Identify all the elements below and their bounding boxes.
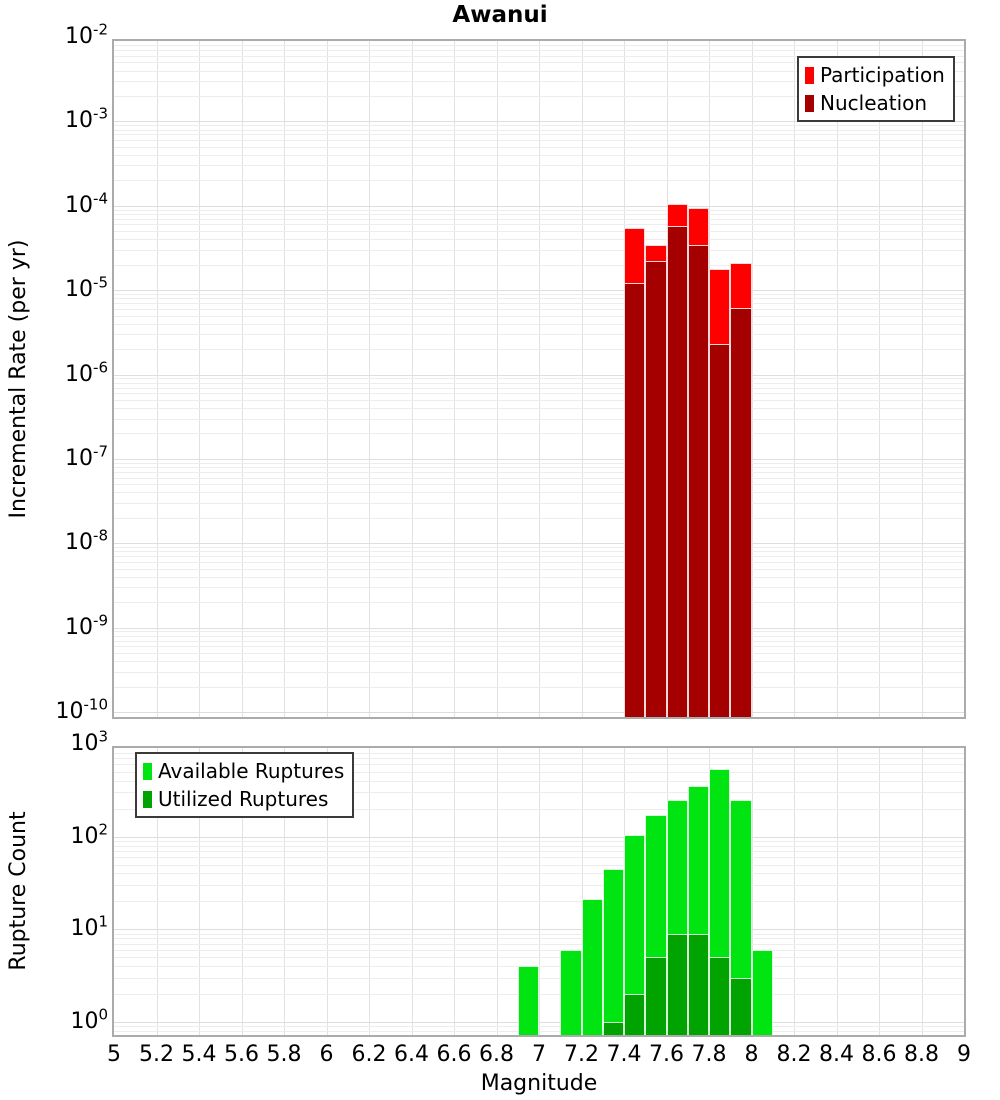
gridline-minor xyxy=(114,210,964,211)
gridline-minor xyxy=(114,503,964,504)
gridline-minor xyxy=(114,661,964,662)
gridline-minor xyxy=(114,978,964,979)
gridline-minor xyxy=(114,239,964,240)
gridline-minor xyxy=(114,556,964,557)
gridline-minor xyxy=(114,419,964,420)
count-legend xyxy=(135,752,354,818)
gridline-minor xyxy=(114,562,964,563)
gridline-minor xyxy=(114,547,964,548)
y-tick-label: $10^{-8}$ xyxy=(65,526,108,556)
gridline-vertical xyxy=(837,748,838,1035)
available-ruptures-bar xyxy=(582,899,603,1035)
gridline-minor xyxy=(114,944,964,945)
gridline-minor xyxy=(114,851,964,852)
gridline-vertical xyxy=(794,748,795,1035)
gridline-minor xyxy=(114,393,964,394)
gridline-minor xyxy=(114,324,964,325)
available-ruptures-swatch-icon xyxy=(143,763,152,780)
utilized-ruptures-bar xyxy=(709,957,730,1035)
x-tick-label: 8.8 xyxy=(904,1042,939,1067)
rate-legend xyxy=(797,56,955,122)
gridline-minor xyxy=(114,433,964,434)
gridline-minor xyxy=(114,551,964,552)
rate-axis-label: Incremental Rate (per yr) xyxy=(6,239,31,519)
gridline-minor xyxy=(114,646,964,647)
utilized-ruptures-bar xyxy=(645,957,666,1035)
gridline-minor xyxy=(114,472,964,473)
gridline-vertical xyxy=(497,748,498,1035)
gridline-vertical xyxy=(879,748,880,1035)
x-tick-label: 8.6 xyxy=(861,1042,897,1067)
gridline-decade xyxy=(114,459,964,460)
x-tick-label: 7.2 xyxy=(564,1042,599,1067)
gridline-minor xyxy=(114,155,964,156)
gridline-minor xyxy=(114,938,964,939)
x-tick-label: 7.6 xyxy=(649,1042,684,1067)
nucleation-bar xyxy=(709,344,730,717)
x-tick-label: 9 xyxy=(957,1042,971,1067)
gridline-minor xyxy=(114,569,964,570)
gridline-minor xyxy=(114,130,964,131)
gridline-minor xyxy=(114,303,964,304)
gridline-minor xyxy=(114,492,964,493)
magnitude-axis-label: Magnitude xyxy=(480,1071,598,1096)
available-ruptures-bar xyxy=(518,966,539,1035)
gridline-minor xyxy=(114,388,964,389)
gridline-minor xyxy=(114,224,964,225)
gridline-minor xyxy=(114,873,964,874)
gridline-minor xyxy=(114,587,964,588)
x-tick-label: 5.4 xyxy=(181,1042,217,1067)
gridline-minor xyxy=(114,265,964,266)
gridline-minor xyxy=(114,349,964,350)
gridline-minor xyxy=(114,1031,964,1032)
utilized-ruptures-bar xyxy=(688,934,709,1035)
y-tick-label: $10^3$ xyxy=(70,727,108,756)
gridline-minor xyxy=(114,478,964,479)
gridline-minor xyxy=(114,214,964,215)
gridline-minor xyxy=(114,994,964,995)
gridline-minor xyxy=(114,125,964,126)
gridline-minor xyxy=(114,1026,964,1027)
gridline-decade xyxy=(114,375,964,376)
y-tick-label: $10^0$ xyxy=(70,1005,108,1034)
gridline-minor xyxy=(114,378,964,379)
gridline-minor xyxy=(114,298,964,299)
gridline-minor xyxy=(114,45,964,46)
utilized-ruptures-bar xyxy=(667,934,688,1035)
nucleation-bar xyxy=(645,261,666,717)
gridline-minor xyxy=(114,672,964,673)
available-ruptures-legend-label: Available Ruptures xyxy=(158,759,345,783)
gridline-minor xyxy=(114,231,964,232)
gridline-minor xyxy=(114,334,964,335)
x-tick-label: 5.6 xyxy=(224,1042,259,1067)
nucleation-bar xyxy=(624,283,645,717)
gridline-minor xyxy=(114,484,964,485)
nucleation-bar xyxy=(667,226,688,717)
nucleation-swatch-icon xyxy=(805,95,814,112)
x-tick-label: 5.8 xyxy=(266,1042,302,1067)
gridline-minor xyxy=(114,636,964,637)
gridline-minor xyxy=(114,934,964,935)
nucleation-legend-label: Nucleation xyxy=(820,91,928,115)
chart-title: Awanui xyxy=(452,2,548,28)
utilized-ruptures-bar xyxy=(603,1022,624,1035)
gridline-vertical xyxy=(412,748,413,1035)
gridline-minor xyxy=(114,134,964,135)
gridline-minor xyxy=(114,602,964,603)
x-tick-label: 8.2 xyxy=(776,1042,812,1067)
participation-swatch-icon xyxy=(805,67,814,84)
gridline-decade xyxy=(114,712,964,713)
utilized-ruptures-swatch-icon xyxy=(143,791,152,808)
available-ruptures-bar xyxy=(752,950,773,1035)
gridline-minor xyxy=(114,687,964,688)
y-tick-label: $10^{-4}$ xyxy=(65,189,108,218)
utilized-ruptures-bar xyxy=(624,994,645,1035)
gridline-minor xyxy=(114,165,964,166)
x-tick-label: 7.8 xyxy=(691,1042,727,1067)
nucleation-bar xyxy=(730,308,751,717)
x-tick-label: 6 xyxy=(319,1042,334,1067)
x-tick-label: 5 xyxy=(107,1042,121,1067)
gridline-vertical xyxy=(369,748,370,1035)
x-tick-label: 6.8 xyxy=(479,1042,514,1067)
y-tick-label: $10^{-10}$ xyxy=(55,695,108,724)
legend-item-nucleation xyxy=(805,89,945,117)
gridline-minor xyxy=(114,219,964,220)
gridline-decade xyxy=(114,543,964,544)
gridline-minor xyxy=(114,250,964,251)
gridline-minor xyxy=(114,857,964,858)
x-tick-label: 6.4 xyxy=(394,1042,429,1067)
utilized-ruptures-bar xyxy=(730,978,751,1035)
gridline-minor xyxy=(114,846,964,847)
gridline-minor xyxy=(114,841,964,842)
y-tick-label: $10^{-2}$ xyxy=(65,20,108,49)
gridline-minor xyxy=(114,316,964,317)
gridline-minor xyxy=(114,865,964,866)
gridline-minor xyxy=(114,309,964,310)
gridline-vertical xyxy=(922,748,923,1035)
gridline-minor xyxy=(114,50,964,51)
y-tick-label: $10^{-5}$ xyxy=(65,273,108,303)
gridline-minor xyxy=(114,140,964,141)
gridline-minor xyxy=(114,653,964,654)
gridline-decade xyxy=(114,628,964,629)
x-tick-label: 8 xyxy=(744,1042,759,1067)
gridline-minor xyxy=(114,631,964,632)
available-ruptures-bar xyxy=(603,869,624,1035)
gridline-decade xyxy=(114,1022,964,1023)
gridline-minor xyxy=(114,294,964,295)
y-tick-label: $10^{-9}$ xyxy=(65,611,108,640)
y-tick-label: $10^{-7}$ xyxy=(65,442,108,471)
gridline-minor xyxy=(114,577,964,578)
gridline-vertical xyxy=(454,748,455,1035)
participation-legend-label: Participation xyxy=(820,63,945,87)
available-ruptures-bar xyxy=(560,950,581,1035)
legend-item-participation xyxy=(805,61,945,89)
gridline-minor xyxy=(114,885,964,886)
gridline-minor xyxy=(114,463,964,464)
count-axis-label: Rupture Count xyxy=(6,811,31,971)
x-tick-label: 7 xyxy=(532,1042,546,1067)
gridline-minor xyxy=(114,957,964,958)
gridline-vertical xyxy=(539,748,540,1035)
gridline-minor xyxy=(114,641,964,642)
utilized-ruptures-legend-label: Utilized Ruptures xyxy=(158,787,329,811)
gridline-minor xyxy=(114,966,964,967)
gridline-decade xyxy=(114,929,964,930)
y-tick-label: $10^2$ xyxy=(70,820,108,849)
gridline-minor xyxy=(114,408,964,409)
gridline-decade xyxy=(114,290,964,291)
gridline-minor xyxy=(114,950,964,951)
gridline-minor xyxy=(114,383,964,384)
x-tick-label: 6.2 xyxy=(351,1042,387,1067)
x-tick-label: 5.2 xyxy=(139,1042,174,1067)
gridline-minor xyxy=(114,400,964,401)
gridline-minor xyxy=(114,901,964,902)
gridline-decade xyxy=(114,206,964,207)
y-tick-label: $10^1$ xyxy=(70,912,108,942)
legend-item-available-ruptures xyxy=(143,757,344,785)
gridline-minor xyxy=(114,518,964,519)
legend-item-utilized-ruptures xyxy=(143,785,344,813)
gridline-decade xyxy=(114,837,964,838)
x-tick-label: 8.4 xyxy=(819,1042,854,1067)
gridline-minor xyxy=(114,467,964,468)
nucleation-bar xyxy=(688,245,709,717)
gridline-minor xyxy=(114,180,964,181)
gridline-minor xyxy=(114,147,964,148)
x-tick-label: 6.6 xyxy=(436,1042,472,1067)
y-tick-label: $10^{-6}$ xyxy=(65,358,108,387)
x-tick-label: 7.4 xyxy=(606,1042,642,1067)
y-tick-label: $10^{-3}$ xyxy=(65,105,108,134)
